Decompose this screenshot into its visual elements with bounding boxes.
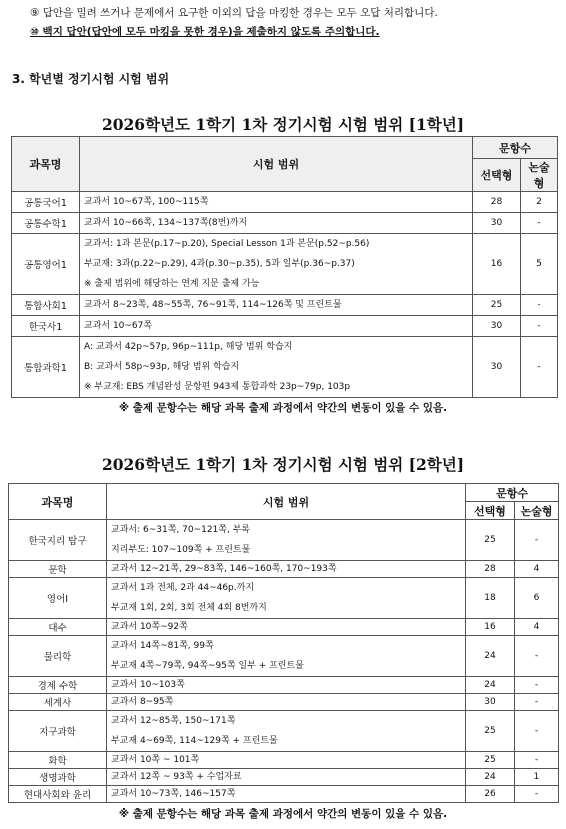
table-row: [9, 694, 559, 711]
essay-count-cell: -: [521, 295, 558, 316]
subject-cell: 통합사회1: [12, 295, 80, 316]
range-line: 교과서 10~67쪽: [84, 320, 153, 331]
subject-cell: 지구과학: [9, 711, 107, 752]
subject-cell: 물리학: [9, 636, 107, 677]
table-row: [12, 316, 558, 337]
subject-cell: 대수: [9, 619, 107, 636]
header-range: 시험 범위: [80, 137, 473, 192]
subject-cell: 문학: [9, 561, 107, 578]
essay-count-cell: -: [515, 694, 559, 711]
subject-cell: 화학: [9, 752, 107, 769]
table-row: [9, 619, 559, 636]
mc-count-cell: 16: [466, 619, 515, 636]
range-line: 부교재 4쪽~79쪽, 94쪽~95쪽 일부 + 프린트물: [111, 661, 304, 671]
header-subject: 과목명: [9, 484, 107, 520]
range-line: 교과서 10~103쪽: [111, 679, 185, 690]
grade1-title: 2026학년도 1학기 1차 정기시험 시험 범위 [1학년]: [101, 115, 465, 134]
range-cell: [107, 769, 466, 786]
subject-cell: 한국사1: [12, 316, 80, 337]
range-cell: [80, 234, 473, 295]
range-cell: [107, 694, 466, 711]
grade2-title: 2026학년도 1학기 1차 정기시험 시험 범위 [2학년]: [101, 455, 465, 474]
essay-count-cell: 1: [515, 769, 559, 786]
table-row: [9, 561, 559, 578]
range-cell: [80, 337, 473, 398]
header-essay: 논술형: [521, 159, 558, 192]
range-cell: [107, 561, 466, 578]
header-mc: 선택형: [473, 159, 521, 192]
range-cell: [80, 192, 473, 213]
table-row: [12, 213, 558, 234]
range-line: 지리부도: 107~109쪽 + 프린트물: [111, 545, 251, 555]
grade2-note: ※ 출제 문항수는 해당 과목 출제 과정에서 약간의 변동이 있을 수 있음.: [118, 808, 448, 820]
range-line: 부교재 4~69쪽, 114~129쪽 + 프린트물: [111, 736, 278, 746]
subject-cell: 생명과학: [9, 769, 107, 786]
range-line: B: 교과서 58p~93p, 해당 범위 학습지: [84, 362, 240, 372]
range-cell: [107, 711, 466, 752]
mc-count-cell: 25: [466, 520, 515, 561]
essay-count-cell: -: [515, 677, 559, 694]
mc-count-cell: 25: [473, 295, 521, 316]
subject-cell: 공통국어1: [12, 192, 80, 213]
range-line: 부교재: 3과(p.22~p.29), 4과(p.30~p.35), 5과 일부(p.36~p.37): [84, 259, 355, 269]
subject-cell: 공통영어1: [12, 234, 80, 295]
table-row: [9, 578, 559, 619]
table-row: [12, 192, 558, 213]
subject-cell: 영어Ⅰ: [9, 578, 107, 619]
header-count: 문항수: [473, 137, 558, 159]
table-row: [9, 752, 559, 769]
range-line: 교과서 8~23쪽, 48~55쪽, 76~91쪽, 114~126쪽 및 프린트물: [84, 299, 342, 310]
range-line: 교과서 12~85쪽, 150~171쪽: [111, 716, 236, 726]
header-range: 시험 범위: [107, 484, 466, 520]
range-line: 교과서 14쪽~81쪽, 99쪽: [111, 641, 214, 651]
essay-count-cell: -: [515, 520, 559, 561]
mc-count-cell: 30: [473, 337, 521, 398]
range-line: ※ 부교재: EBS 개념완성 문항편 943제 통합과학 23p~79p, 103p: [84, 382, 351, 392]
mc-count-cell: 28: [473, 192, 521, 213]
range-line: 교과서 10~66쪽, 134~137쪽(8번)까지: [84, 217, 248, 228]
subject-cell: 경제 수학: [9, 677, 107, 694]
essay-count-cell: -: [521, 213, 558, 234]
mc-count-cell: 24: [466, 636, 515, 677]
range-line: 교과서 1과 전체, 2과 44~46p.까지: [111, 583, 255, 593]
essay-count-cell: -: [521, 337, 558, 398]
range-line: 교과서: 6~31쪽, 70~121쪽, 부록: [111, 525, 251, 535]
essay-count-cell: -: [515, 752, 559, 769]
mc-count-cell: 26: [466, 786, 515, 803]
subject-cell: 한국지리 탐구: [9, 520, 107, 561]
essay-count-cell: -: [515, 636, 559, 677]
range-line: 교과서 10쪽 ~ 101쪽: [111, 754, 200, 765]
range-line: 교과서 10~73쪽, 146~157쪽: [111, 788, 236, 799]
table-row: [9, 636, 559, 677]
header-essay: 논술형: [515, 502, 559, 520]
table-row: [9, 520, 559, 561]
mc-count-cell: 25: [466, 711, 515, 752]
range-cell: [80, 316, 473, 337]
essay-count-cell: -: [515, 711, 559, 752]
note-10: ⑩ 백지 답안(답안에 모두 마킹을 못한 경우)을 제출하지 않도록 주의합니다.: [30, 26, 380, 38]
range-cell: [107, 786, 466, 803]
header-count: 문항수: [466, 484, 559, 502]
grade2-table: [8, 483, 559, 803]
mc-count-cell: 30: [466, 694, 515, 711]
grade1-note: ※ 출제 문항수는 해당 과목 출제 과정에서 약간의 변동이 있을 수 있음.: [118, 402, 448, 414]
mc-count-cell: 30: [473, 316, 521, 337]
mc-count-cell: 28: [466, 561, 515, 578]
range-line: 교과서 12~21쪽, 29~83쪽, 146~160쪽, 170~193쪽: [111, 563, 337, 574]
header-mc: 선택형: [466, 502, 515, 520]
range-line: 부교재 1회, 2회, 3회 전체 4회 8번까지: [111, 603, 267, 613]
essay-count-cell: 4: [515, 619, 559, 636]
mc-count-cell: 24: [466, 769, 515, 786]
range-cell: [107, 677, 466, 694]
exam-instructions: [30, 4, 438, 42]
table-row: [12, 337, 558, 398]
essay-count-cell: 2: [521, 192, 558, 213]
table-row: [12, 295, 558, 316]
range-line: 교과서 10쪽~92쪽: [111, 621, 188, 632]
essay-count-cell: 5: [521, 234, 558, 295]
grade1-table: [11, 136, 558, 398]
range-cell: [107, 619, 466, 636]
range-cell: [107, 578, 466, 619]
header-subject: 과목명: [12, 137, 80, 192]
range-cell: [80, 213, 473, 234]
range-cell: [107, 752, 466, 769]
table-row: [12, 234, 558, 295]
section-title: 3. 학년별 정기시험 시험 범위: [12, 72, 170, 86]
range-cell: [107, 636, 466, 677]
range-line: 교과서 8~95쪽: [111, 696, 174, 707]
table-row: [9, 786, 559, 803]
range-cell: [80, 295, 473, 316]
subject-cell: 세계사: [9, 694, 107, 711]
essay-count-cell: 6: [515, 578, 559, 619]
subject-cell: 현대사회와 윤리: [9, 786, 107, 803]
range-line: 교과서 12쪽 ~ 93쪽 + 수업자료: [111, 771, 242, 782]
table-row: [9, 677, 559, 694]
table-row: [9, 711, 559, 752]
mc-count-cell: 16: [473, 234, 521, 295]
essay-count-cell: -: [521, 316, 558, 337]
essay-count-cell: 4: [515, 561, 559, 578]
mc-count-cell: 18: [466, 578, 515, 619]
essay-count-cell: -: [515, 786, 559, 803]
range-line: A: 교과서 42p~57p, 96p~111p, 해당 범위 학습지: [84, 342, 293, 352]
range-line: ※ 출제 범위에 해당하는 연계 지문 출제 가능: [84, 279, 260, 289]
range-line: 교과서 10~67쪽, 100~115쪽: [84, 196, 209, 207]
mc-count-cell: 25: [466, 752, 515, 769]
subject-cell: 통합과학1: [12, 337, 80, 398]
range-cell: [107, 520, 466, 561]
subject-cell: 공통수학1: [12, 213, 80, 234]
table-row: [9, 769, 559, 786]
range-line: 교과서: 1과 본문(p.17~p.20), Special Lesson 1과 본문(p.52~p.56): [84, 239, 370, 249]
mc-count-cell: 24: [466, 677, 515, 694]
note-9: ⑨ 답안을 밀려 쓰거나 문제에서 요구한 이외의 답을 마킹한 경우는 모두 오답 처리합니다.: [30, 7, 438, 19]
mc-count-cell: 30: [473, 213, 521, 234]
